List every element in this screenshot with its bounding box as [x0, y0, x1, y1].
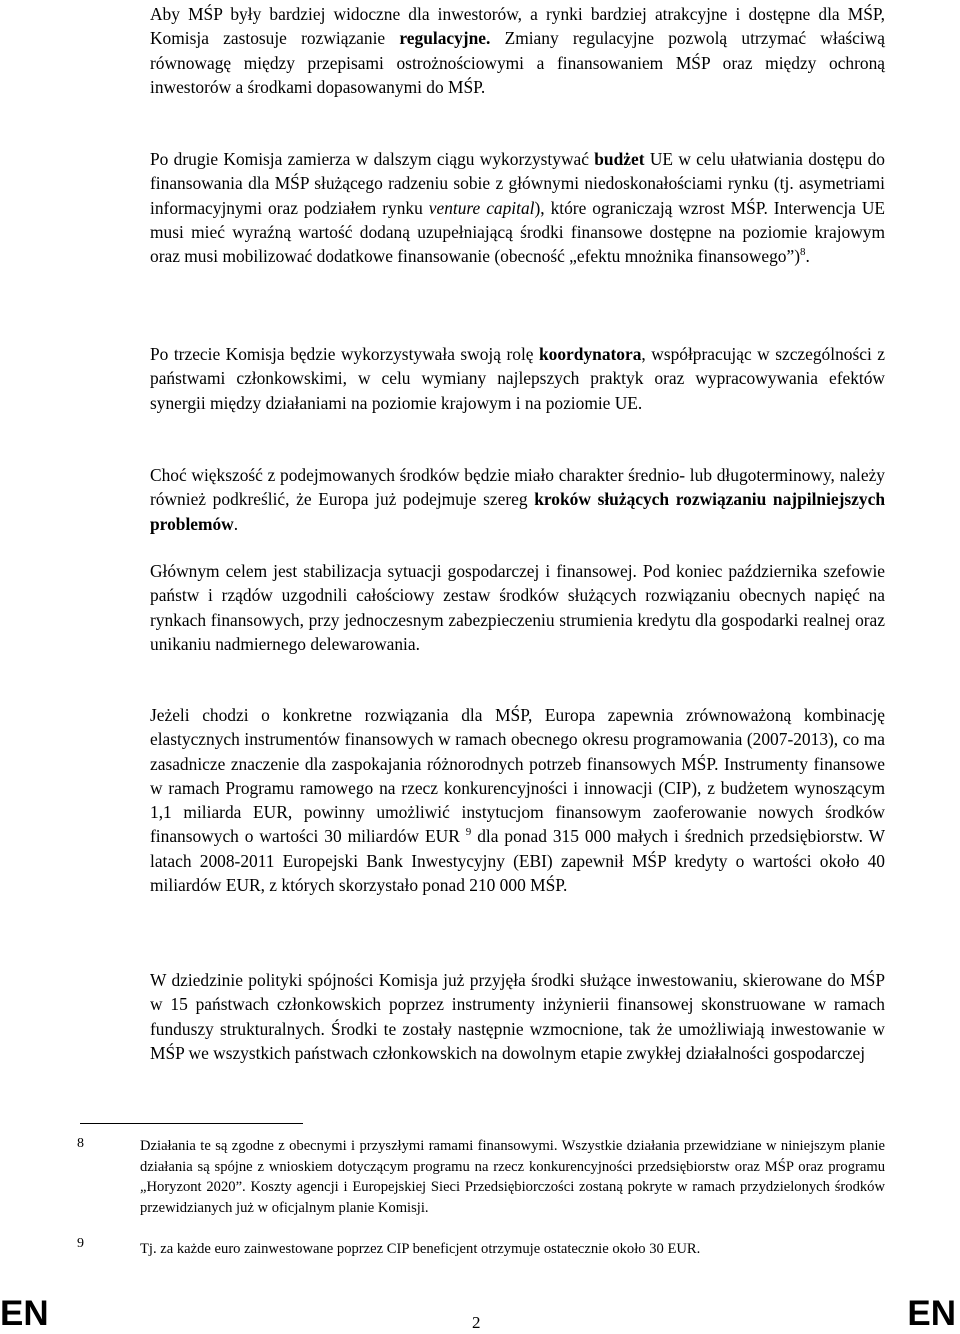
bold-term: koordynatora	[539, 344, 642, 364]
bold-term: regulacyjne.	[399, 28, 491, 49]
paragraph-cohesion-policy	[150, 968, 885, 1065]
footer-language-code-right: EN	[907, 1294, 956, 1333]
text-run: UE w celu ułatwiania dostępu do finansowania dla MŚP służącego radzeniu sobie z głównymi niedoskonałościami rynku (tj. asymetriami informacyjnymi oraz podziałem rynku	[150, 149, 885, 218]
bold-term: kroków służących rozwiązaniu najpilniejszych problemów	[150, 489, 885, 534]
text-run: Jeżeli chodzi o konkretne rozwiązania dla MŚP, Europa zapewnia zrównoważoną kombinację elastycznych instrumentów finansowych w ramach obecnego okresu programowania (2007-2013), co ma zasadnicze znaczenie dla zaspokajania różnorodnych potrzeb finansowych MŚP. Instrumenty finansowe w ramach Programu ramowego na rzecz konkurencyjności i innowacji (CIP), z budżetem wynoszącym 1,1 miliarda EUR, powinny umożliwić instytucjom finansowym zaoferowanie nowych środków finansowych o wartości 30 miliardów EUR	[150, 705, 885, 847]
text-run: Aby MŚP były bardziej widoczne dla inwestorów, a rynki bardziej atrakcyjne i dostępne dla MŚP, Komisja zastosuje rozwiązanie	[150, 4, 885, 49]
page-number: 2	[472, 1313, 481, 1332]
text-run: Zmiany regulacyjne pozwolą utrzymać właściwą równowagę między przepisami ostrożnościowymi a finansowaniem MŚP oraz między ochroną inwestorów a środkami dopasowanymi do MŚP.	[150, 28, 886, 97]
text-run: Głównym celem jest stabilizacja sytuacji gospodarczej i finansowej. Pod koniec października szefowie państw i rządów uzgodnili całościowy zestaw środków służących rozwiązaniu obecnych napięć na rynkach finansowych, przy jednoczesnym zabezpieczeniu strumienia kredytu dla gospodarki realnej oraz unikaniu nadmiernego delewarowania.	[150, 561, 885, 654]
footnote-separator	[80, 1123, 303, 1124]
paragraph-financial-instruments	[150, 703, 885, 897]
footnote-ref-8[interactable]: 8	[800, 246, 806, 259]
text-run: Po trzecie Komisja będzie wykorzystywała swoją rolę	[150, 344, 539, 364]
italic-term: venture capital	[428, 197, 535, 218]
footnote-9: Tj. za każde euro zainwestowane poprzez CIP beneficjent otrzymuje ostatecznie około 30 EUR.	[140, 1241, 701, 1257]
paragraph-budget	[150, 147, 885, 268]
footer-language-code-left: EN	[0, 1294, 49, 1333]
text-run: .	[805, 246, 810, 267]
footnote-number: 8	[77, 1136, 84, 1151]
paragraph-regulatory	[150, 2, 885, 99]
footnote-number: 9	[77, 1236, 84, 1251]
paragraph-urgent-steps	[150, 463, 885, 536]
footnote-ref-9[interactable]: 9	[465, 826, 472, 839]
paragraph-coordinator	[150, 342, 885, 415]
text-run: W dziedzinie polityki spójności Komisja już przyjęła środki służące inwestowaniu, skierowane do MŚP w 15 państwach członkowskich poprzez instrumenty inżynierii finansowej skonstruowane w ramach funduszy strukturalnych. Środki te zostały następnie wzmocnione, tak że umożliwiają inwestowanie w MŚP we wszystkich państwach członkowskich na dowolnym etapie zwykłej działalności gospodarczej	[150, 970, 885, 1063]
text-run: Choć większość z podejmowanych środków będzie miało charakter średnio- lub długoterminowy, należy również podkreślić, że Europa już podejmuje szereg	[150, 465, 885, 510]
text-run: Po drugie Komisja zamierza w dalszym ciągu wykorzystywać	[150, 149, 595, 169]
text-run: , współpracując w szczególności z państwami członkowskimi, w celu wymiany najlepszych praktyk oraz wypracowywania efektów synergii między działaniami na poziomie krajowym i na poziomie UE.	[150, 344, 886, 413]
bold-term: budżet	[594, 149, 645, 169]
footnote-8: Działania te są zgodne z obecnymi i przyszłymi ramami finansowymi. Wszystkie działania przewidziane w niniejszym planie działania są spójne z wnioskiem dotyczącym programu na rzecz konkurencyjności przedsiębiorstw oraz MŚP oraz programu „Horyzont 2020”. Koszty agencji i Europejskiej Sieci Przedsiębiorczości zostaną pokryte w ramach przydzielonych środków przewidzianych już w oficjalnym planie Komisji.	[140, 1138, 885, 1216]
text-run: .	[233, 513, 239, 534]
text-run: ), które ograniczają wzrost MŚP. Interwencja UE musi mieć wyraźną wartość dodaną uzupełniającą środki finansowe dostępne na poziomie krajowym oraz musi mobilizować dodatkowe finansowanie (obecność „efektu mnożnika finansowego”)	[150, 197, 885, 267]
text-run: dla ponad 315 000 małych i średnich przedsiębiorstw. W latach 2008-2011 Europejski Bank Inwestycyjny (EBI) zapewnił MŚP kredyty o wartości około 40 miliardów EUR, z których skorzystało ponad 210 000 MŚP.	[150, 826, 885, 896]
paragraph-stabilization	[150, 559, 885, 656]
